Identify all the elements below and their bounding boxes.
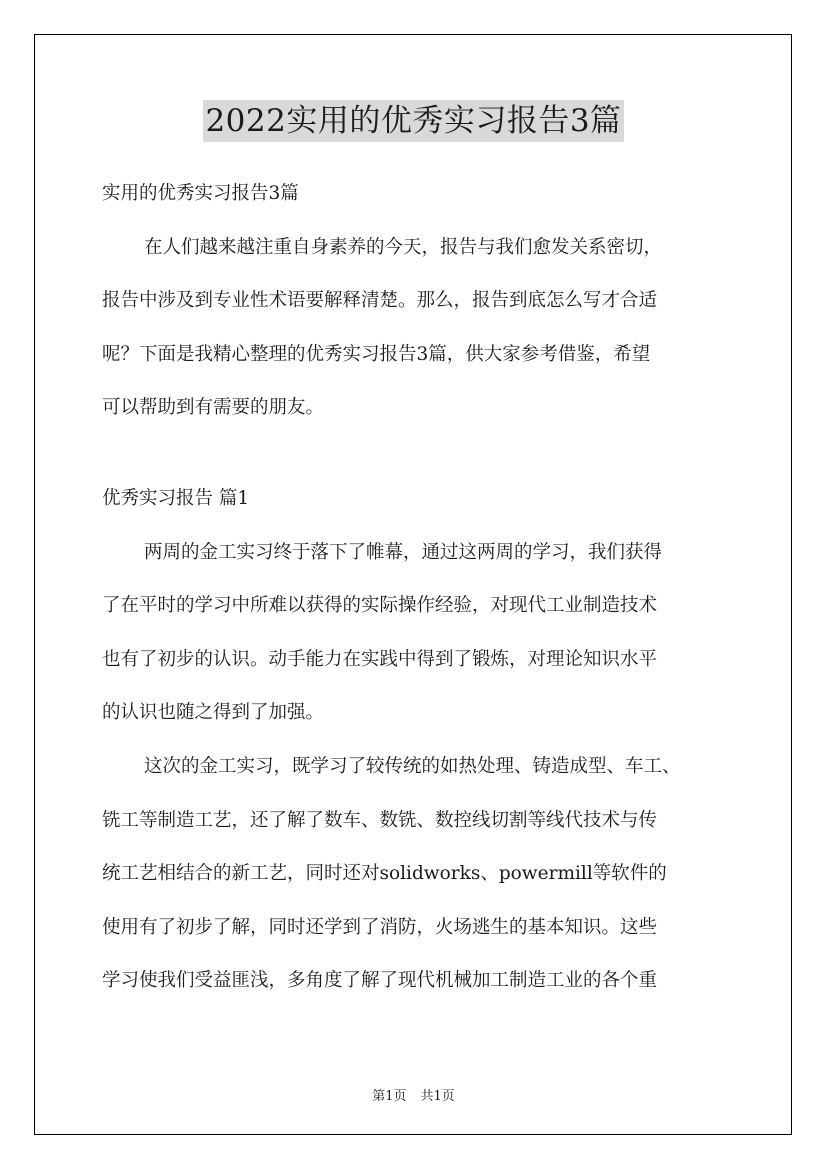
- section-spacer: [102, 447, 732, 484]
- intro-line: 可以帮助到有需要的朋友。: [102, 397, 325, 419]
- page-total: 共1页: [420, 1089, 455, 1104]
- paragraph1-line: 也有了初步的认识。动手能力在实践中得到了锻炼，对理论知识水平: [102, 648, 658, 670]
- paragraph1-line: 的认识也随之得到了加强。: [102, 702, 325, 724]
- document-subtitle: 实用的优秀实习报告3篇: [102, 183, 299, 204]
- title-container: [0, 100, 827, 142]
- intro-line: 在人们越来越注重自身素养的今天，报告与我们愈发关系密切，: [144, 236, 663, 258]
- paragraph1-line: 了在平时的学习中所难以获得的实际操作经验，对现代工业制造技术: [102, 595, 658, 617]
- document-body: [102, 179, 732, 1020]
- paragraph2-line: 统工艺相结合的新工艺，同时还对solidworks、powermill等软件的: [102, 863, 667, 885]
- paragraph2-line: 使用有了初步了解，同时还学到了消防，火场逃生的基本知识。这些: [102, 916, 658, 938]
- paragraph1-line: 两周的金工实习终于落下了帷幕，通过这两周的学习，我们获得: [144, 541, 663, 563]
- paragraph2-line: 这次的金工实习，既学习了较传统的如热处理、铸造成型、车工、: [144, 755, 681, 777]
- intro-line: 呢？下面是我精心整理的优秀实习报告3篇，供大家参考借鉴，希望: [102, 343, 651, 365]
- page-footer: [0, 1085, 827, 1104]
- section-heading: 优秀实习报告 篇1: [102, 487, 250, 509]
- document-title: 2022实用的优秀实习报告3篇: [203, 100, 623, 142]
- paragraph2-line: 学习使我们受益匪浅，多角度了解了现代机械加工制造工业的各个重: [102, 970, 658, 992]
- paragraph2-line: 铣工等制造工艺，还了解了数车、数铣、数控线切割等线代技术与传: [102, 809, 658, 831]
- page-number: 第1页: [372, 1089, 407, 1104]
- intro-line: 报告中涉及到专业性术语要解释清楚。那么，报告到底怎么写才合适: [102, 290, 658, 312]
